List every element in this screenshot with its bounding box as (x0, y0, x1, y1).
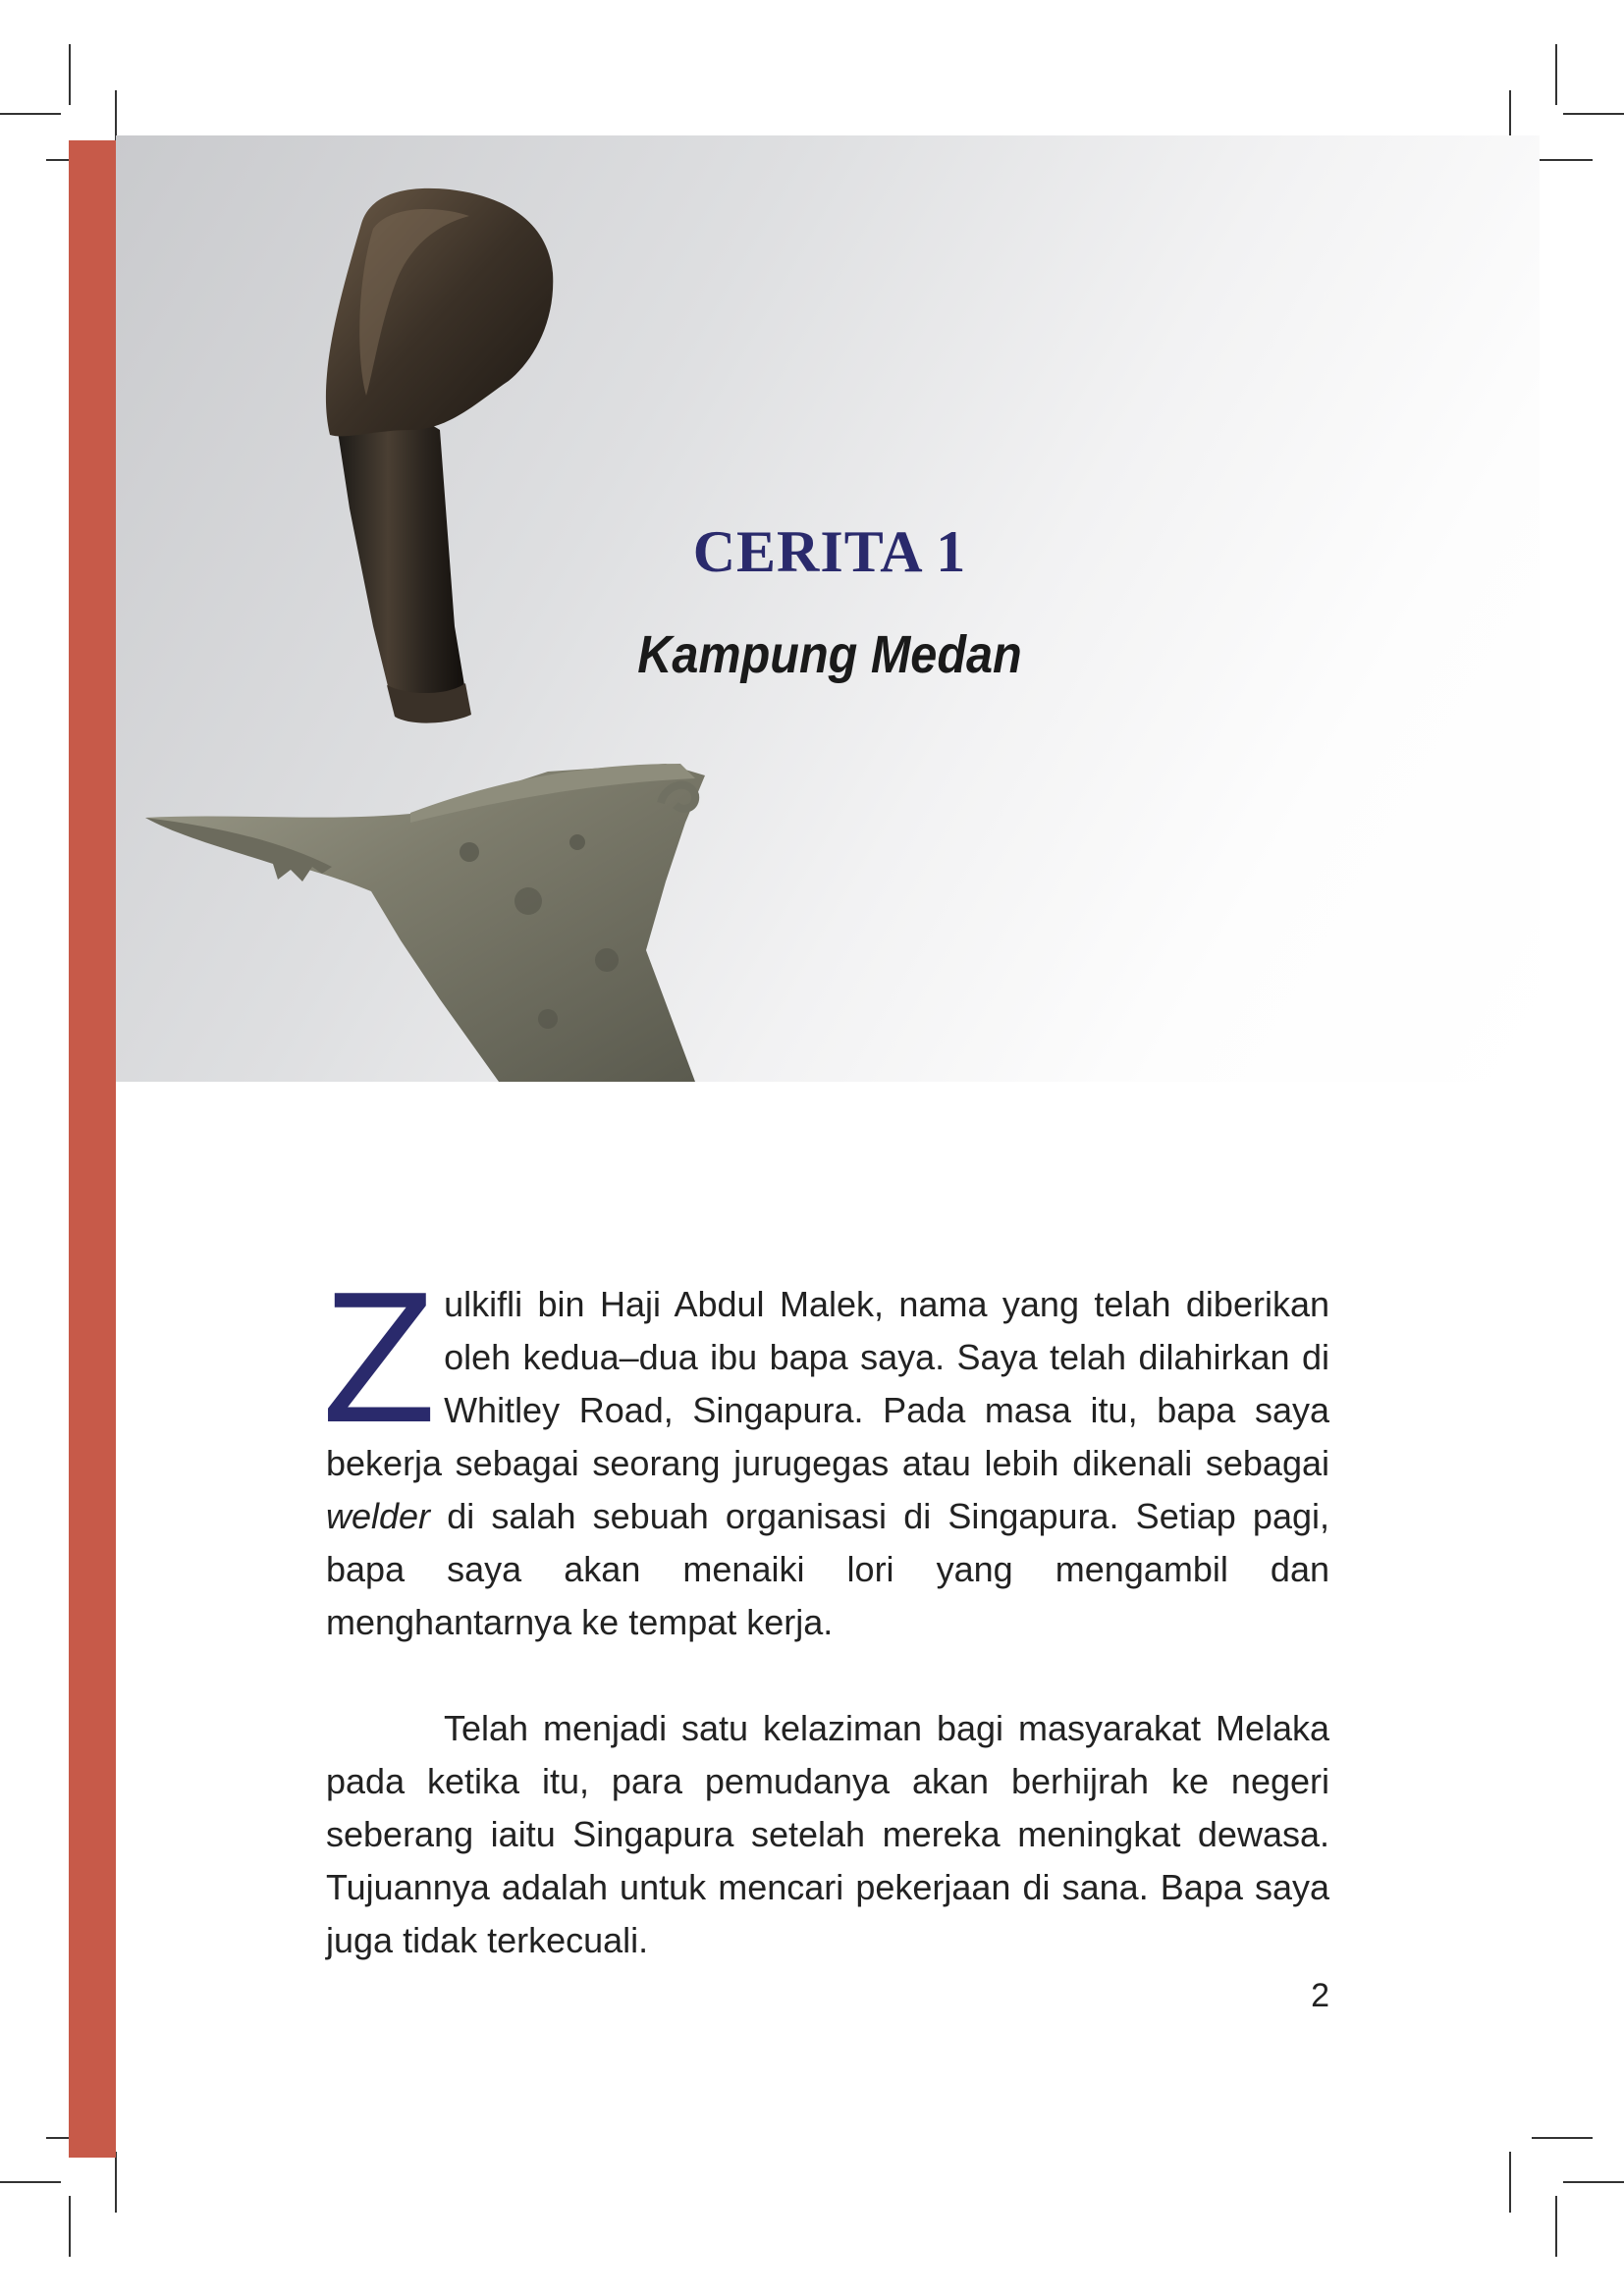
italic-term: welder (326, 1496, 431, 1536)
page-number: 2 (1311, 1977, 1329, 2014)
crop-mark (1563, 2181, 1624, 2183)
hero-image (116, 135, 1540, 1082)
crop-mark (0, 2181, 61, 2183)
accent-side-bar (69, 140, 116, 2158)
crop-mark (0, 113, 61, 115)
crop-mark (1555, 44, 1557, 105)
crop-mark (1555, 2196, 1557, 2257)
paragraph: Telah menjadi satu kelaziman bagi masyarakat Melaka pada ketika itu, para pemudanya akan berhijrah ke negeri seberang iaitu Singapura setelah mereka meningkat dewasa. Tujuannya adalah untuk mencari pekerjaan di sana. Bapa saya juga tidak terkecuali. (326, 1708, 1329, 1960)
crop-mark (1532, 159, 1593, 161)
paragraph (322, 1254, 1329, 1649)
body-text (322, 1254, 1329, 1967)
crop-mark (69, 2196, 71, 2257)
paragraph-text: di salah sebuah organisasi di Singapura. Setiap pagi, bapa saya akan menaiki lori yang mengambil dan menghantarnya ke tempat kerja. (326, 1496, 1329, 1642)
chapter-number: CERITA 1 (692, 519, 967, 584)
crop-mark (1563, 113, 1624, 115)
drop-cap: Z (322, 1254, 437, 1462)
crop-mark (69, 44, 71, 105)
paragraph-text: ulkifli bin Haji Abdul Malek, nama yang telah diberikan oleh kedua–dua ibu bapa saya. Saya telah dilahirkan di Whitley Road, Singapura. Pada masa itu, bapa saya bekerja sebagai seorang jurugegas atau lebih dikenali sebagai (326, 1284, 1329, 1483)
crop-mark (1509, 2152, 1511, 2213)
crop-mark (115, 2152, 117, 2213)
keris-dagger-icon (116, 135, 1540, 1082)
crop-mark (1532, 2137, 1593, 2139)
chapter-title: Kampung Medan (637, 625, 1022, 684)
